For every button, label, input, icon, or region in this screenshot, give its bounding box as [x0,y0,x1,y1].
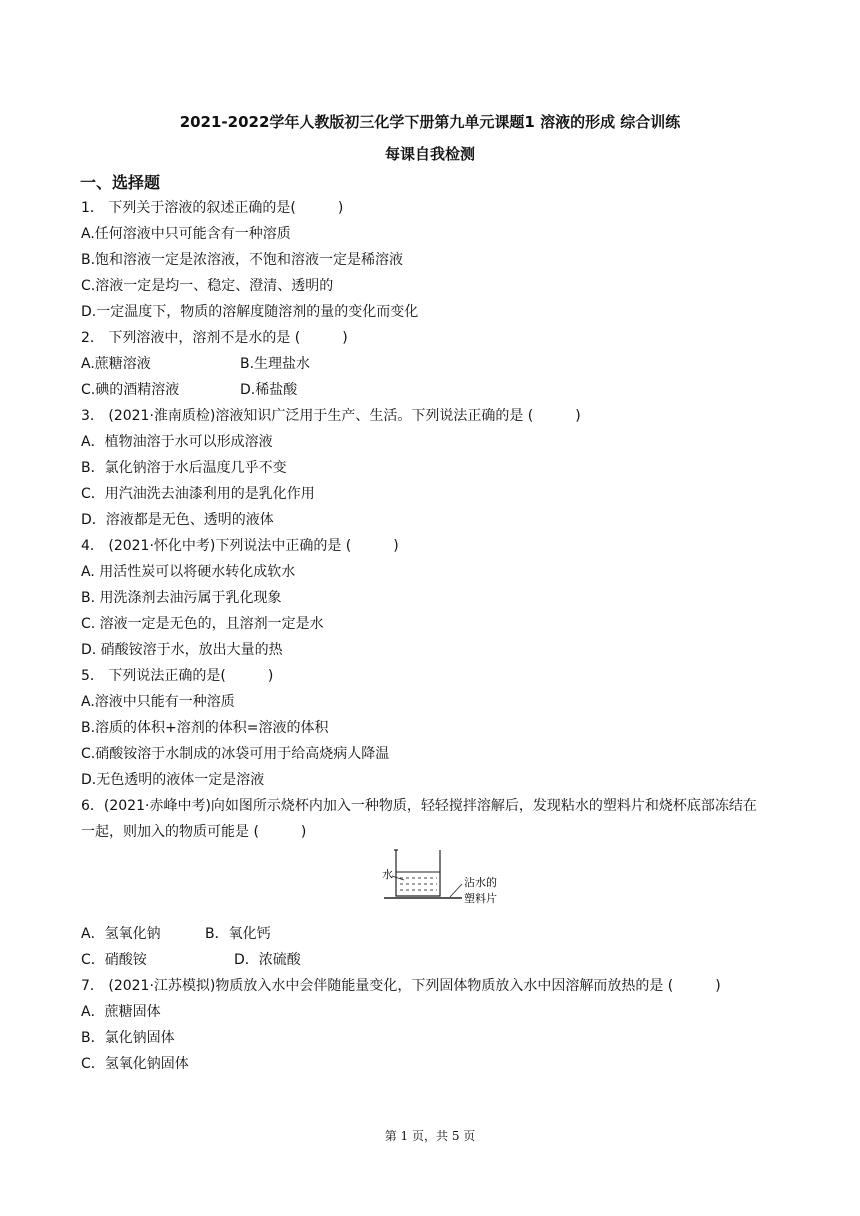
page-footer: 第 1 页，共 5 页 [384,1129,476,1143]
question-3-stem: 3． (2021·淮南质检)溶液知识广泛用于生产、生活。下列说法正确的是 ( ) [81,408,581,424]
question-1-option-c: C.溶液一定是均一、稳定、澄清、透明的 [81,278,334,294]
question-1-option-b: B.饱和溶液一定是浓溶液，不饱和溶液一定是稀溶液 [81,252,404,268]
question-7-option-c: C．氢氧化钠固体 [81,1056,189,1072]
question-2-option-a: A.蔗糖溶液 [81,356,151,372]
plate-label-line-1: 沾水的 [464,876,497,889]
question-3-option-b: B．氯化钠溶于水后温度几乎不变 [81,460,287,476]
question-4-option-d: D. 硝酸铵溶于水，放出大量的热 [81,642,283,658]
beaker-figure [382,848,522,910]
question-4-option-b: B. 用洗涤剂去油污属于乳化现象 [81,590,282,606]
plate-label-line-2: 塑料片 [464,892,497,905]
question-4-option-a: A. 用活性炭可以将硬水转化成软水 [81,564,296,580]
question-4-option-c: C. 溶液一定是无色的，且溶剂一定是水 [81,616,324,632]
question-3-option-d: D．溶液都是无色、透明的液体 [81,512,274,528]
question-1-option-d: D.一定温度下，物质的溶解度随溶剂的量的变化而变化 [81,304,419,320]
question-5-option-d: D.无色透明的液体一定是溶液 [81,772,265,788]
question-2-option-d: D.稀盐酸 [240,382,298,398]
question-6-option-c: C．硝酸铵 [81,952,147,968]
question-6-option-b: B．氧化钙 [205,926,271,942]
document-title: 2021-2022学年人教版初三化学下册第九单元课题1 溶液的形成 综合训练 [179,113,681,131]
section-heading: 一、选择题 [80,173,161,192]
beaker-outline [396,850,440,896]
question-6-stem-line-2: 一起，则加入的物质可能是 ( ) [81,824,307,840]
question-5-option-c: C.硝酸铵溶于水制成的冰袋可用于给高烧病人降温 [81,746,390,762]
question-2-option-c: C.碘的酒精溶液 [81,382,180,398]
question-6-option-d: D．浓硫酸 [234,952,301,968]
document-subtitle: 每课自我检测 [384,145,475,163]
question-7-option-a: A．蔗糖固体 [81,1004,161,1020]
question-6-stem-line-1: 6．(2021·赤峰中考)向如图所示烧杯内加入一种物质，轻轻搅拌溶解后，发现粘水的塑料片和烧杯底部冻结在 [81,798,757,814]
question-2-stem: 2． 下列溶液中，溶剂不是水的是 ( ) [81,330,348,346]
question-3-option-c: C．用汽油洗去油漆利用的是乳化作用 [81,486,315,502]
question-5-stem: 5． 下列说法正确的是( ) [81,668,274,684]
question-6-option-a: A．氢氧化钠 [81,926,161,942]
plate-label-leader [450,884,462,897]
question-1-stem: 1． 下列关于溶液的叙述正确的是( ) [81,200,344,216]
question-5-option-b: B.溶质的体积+溶剂的体积=溶液的体积 [81,720,329,736]
question-7-option-b: B．氯化钠固体 [81,1030,175,1046]
water-label: 水 [382,868,393,881]
question-7-stem: 7． (2021·江苏模拟)物质放入水中会伴随能量变化，下列固体物质放入水中因溶解而放热的是 ( ) [81,978,721,994]
question-3-option-a: A．植物油溶于水可以形成溶液 [81,434,273,450]
question-4-stem: 4． (2021·怀化中考)下列说法中正确的是 ( ) [81,538,399,554]
question-1-option-a: A.任何溶液中只可能含有一种溶质 [81,226,291,242]
question-2-option-b: B.生理盐水 [240,356,311,372]
question-5-option-a: A.溶液中只能有一种溶质 [81,694,235,710]
